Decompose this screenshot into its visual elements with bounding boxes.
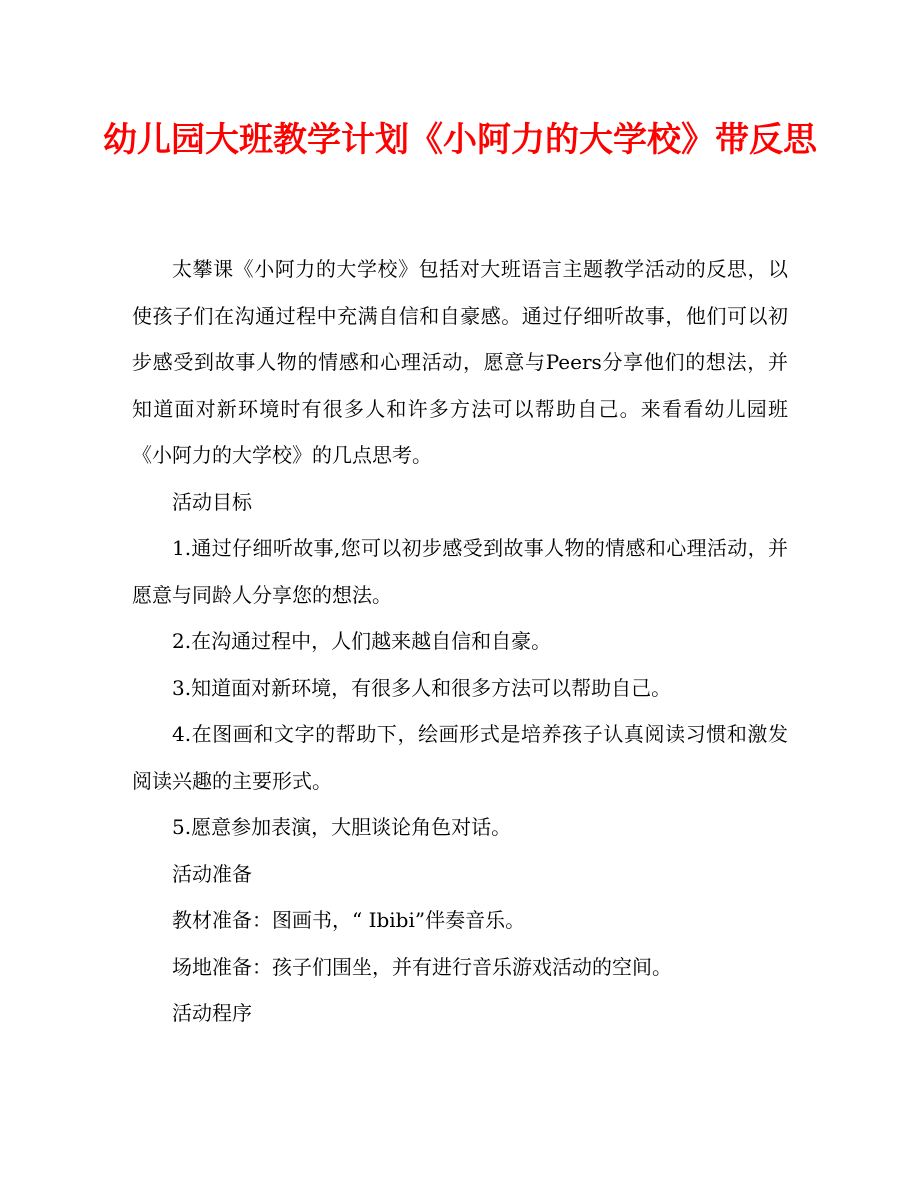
document-body	[132, 246, 788, 1037]
goal-item-3: 3.知道面对新环境，有很多人和很多方法可以帮助自己。	[172, 675, 672, 700]
section-heading-preparation: 活动准备	[172, 861, 252, 886]
goal-item-2: 2.在沟通过程中，人们越来越自信和自豪。	[172, 629, 552, 653]
material-preparation: 教材准备：图画书，“ Ibibi”伴奏音乐。	[172, 908, 526, 932]
intro-paragraph: 太攀课《小阿力的大学校》包括对大班语言主题教学活动的反思，以使孩子们在沟通过程中充满自信和自豪感。通过仔细听故事，他们可以初步感受到故事人物的情感和心理活动，愿意与Peers分享他们的想法，并知道面对新环境时有很多人和许多方法可以帮助自己。来看看幼儿园班《小阿力的大学校》的几点思考。	[132, 257, 788, 467]
section-heading-goals: 活动目标	[172, 489, 252, 514]
document-title: 幼儿园大班教学计划《小阿力的大学校》带反思	[103, 120, 817, 160]
goal-item-4: 4.在图画和文字的帮助下，绘画形式是培养孩子认真阅读习惯和激发阅读兴趣的主要形式。	[132, 722, 788, 793]
goal-item-5: 5.愿意参加表演，大胆谈论角色对话。	[172, 815, 512, 839]
goal-item-1: 1.通过仔细听故事,您可以初步感受到故事人物的情感和心理活动，并愿意与同龄人分享您的想法。	[132, 536, 788, 607]
venue-preparation: 场地准备：孩子们围坐，并有进行音乐游戏活动的空间。	[172, 954, 672, 979]
section-heading-procedure: 活动程序	[172, 1001, 252, 1025]
